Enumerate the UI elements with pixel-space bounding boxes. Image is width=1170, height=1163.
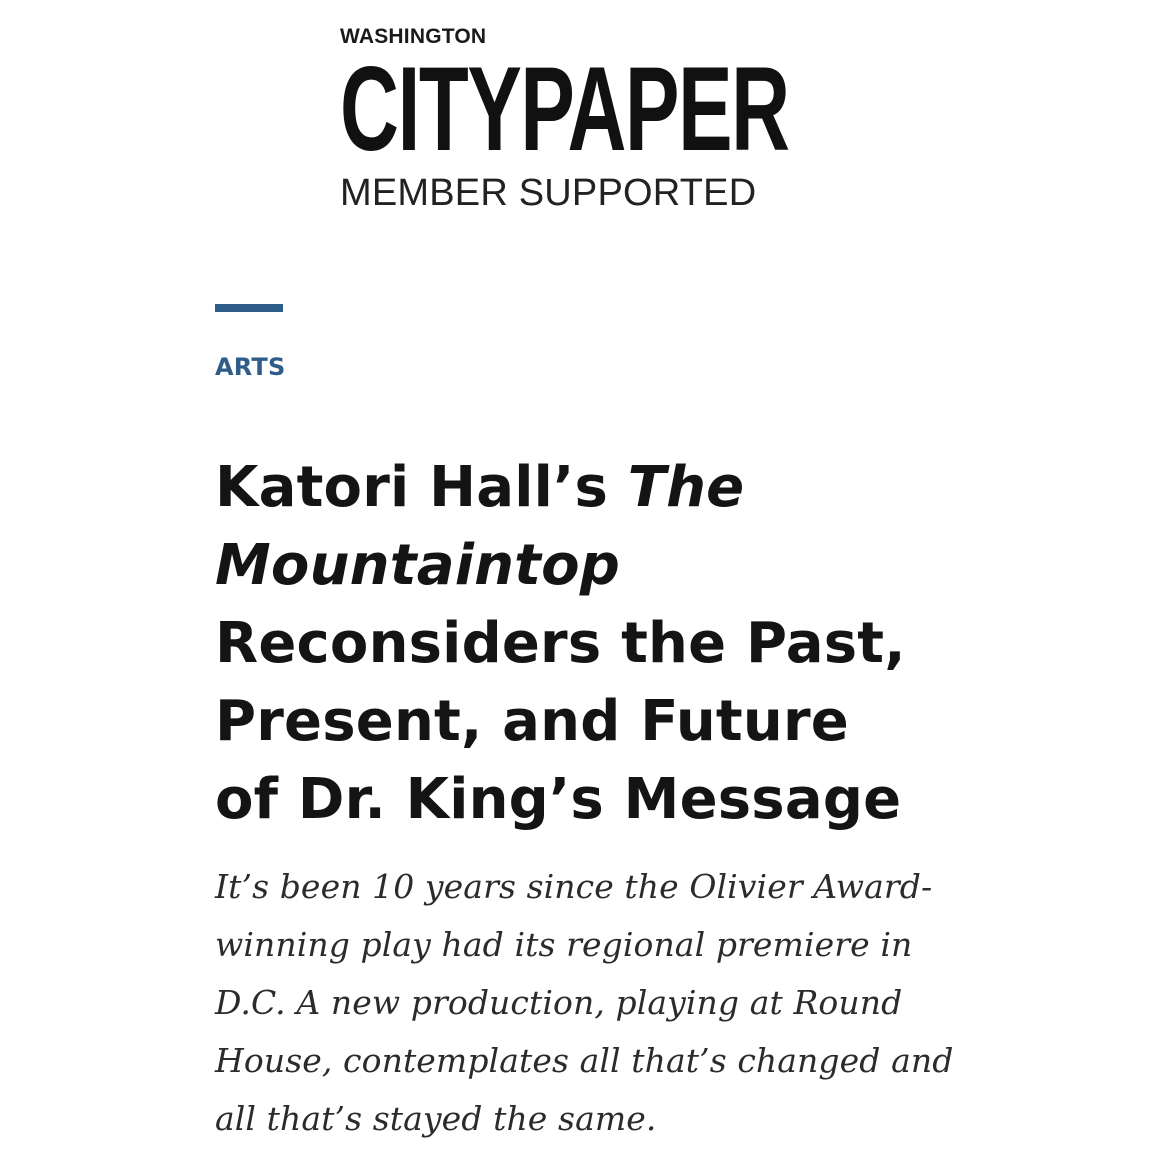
- headline-line-2-title: Mountaintop: [215, 533, 621, 598]
- category-accent-rule: [215, 304, 283, 312]
- dek-line-3: D.C. A new production, playing at Round: [215, 983, 903, 1022]
- headline-line-2: [215, 527, 975, 605]
- dek-line-5: all that’s stayed the same.: [215, 1099, 657, 1138]
- category-link-arts[interactable]: ARTS: [215, 353, 286, 381]
- masthead-top-line: WASHINGTON: [340, 25, 487, 48]
- headline-line-5: of Dr. King’s Message: [215, 767, 902, 832]
- article-headline: [215, 449, 975, 839]
- headline-line-1-prefix: Katori Hall’s: [215, 455, 628, 520]
- dek-line-2: winning play had its regional premiere in: [215, 925, 913, 964]
- masthead-main-line: CITYPAPER: [340, 42, 789, 176]
- headline-line-3: Reconsiders the Past,: [215, 611, 906, 676]
- dek-line-4: House, contemplates all that’s changed and: [215, 1041, 954, 1080]
- masthead-bottom-line: MEMBER SUPPORTED: [340, 172, 757, 214]
- article-dek: [215, 858, 975, 1148]
- headline-line-4: Present, and Future: [215, 689, 849, 754]
- headline-line-1-title: The: [627, 455, 745, 520]
- masthead-logo[interactable]: [340, 24, 790, 224]
- headline-line-1: [215, 449, 975, 527]
- dek-line-1: It’s been 10 years since the Olivier Award-: [215, 867, 933, 906]
